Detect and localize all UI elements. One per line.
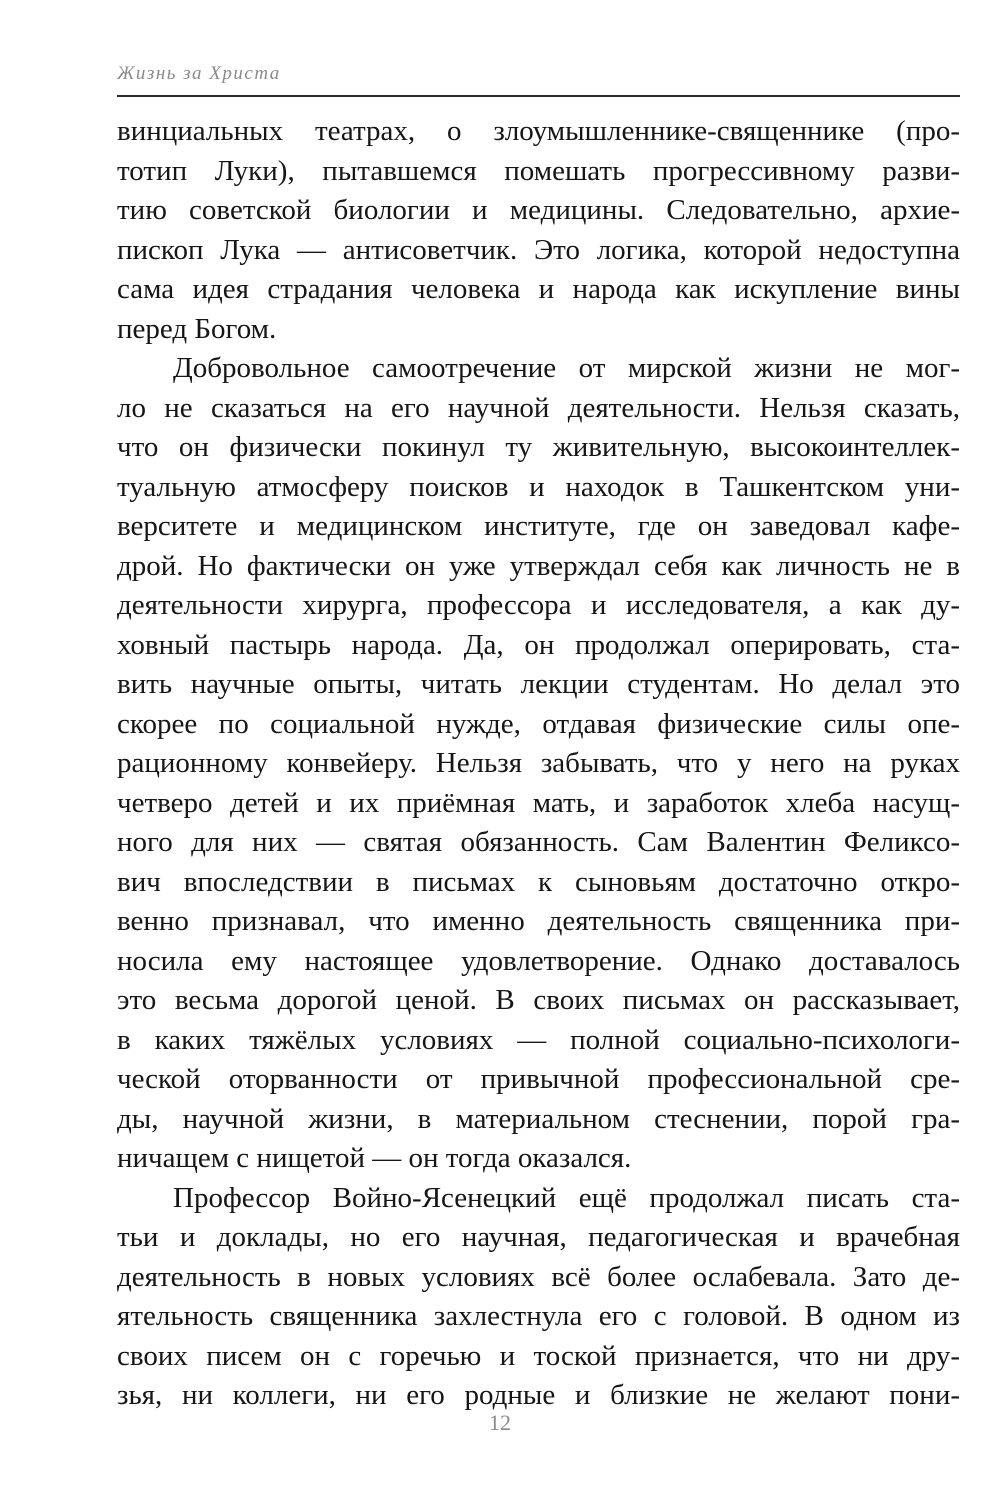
text-line: перед Богом. [117,312,277,345]
text-line: сама идея страдания человека и народа как искупление вины [117,273,960,305]
text-line: ческой оторванности от привычной профессиональной сре- [117,1063,960,1095]
text-line: это весьма дорогой ценой. В своих письмах он рассказывает, [117,984,960,1016]
text-line: пископ Лука — антисоветчик. Это логика, которой недоступна [117,233,960,266]
text-line: Добровольное самоотречение от мирской жизни не мог- [173,352,960,384]
text-line: рационному конвейеру. Нельзя забывать, что у него на руках [117,747,960,779]
text-line: своих писем он с горечью и тоской признается, что ни дру- [117,1339,960,1372]
text-line: верситете и медицинском институте, где он заведовал кафе- [117,510,960,542]
text-line: ничащем с нищетой — он тогда оказался. [117,1142,632,1174]
text-line: что он физически покинул ту живительную, высокоинтеллек- [117,431,960,463]
text-line: дрой. Но фактически он уже утверждал себя как личность не в [117,549,960,582]
text-line: тьи и доклады, но его научная, педагогическая и врачебная [117,1221,960,1253]
text-line: зья, ни коллеги, ни его родные и близкие не желают пони- [117,1379,960,1411]
text-line: венно признавал, что именно деятельность священника при- [117,905,960,937]
text-line: скорее по социальной нужде, отдавая физические силы опе- [117,707,960,740]
text-line: деятельности хирурга, профессора и исследователя, а как ду- [117,589,960,621]
text-line: вич впоследствии в письмах к сыновьям достаточно откро- [117,865,960,898]
text-line: в каких тяжёлых условиях — полной социально-психологи- [117,1023,960,1056]
text-line: вить научные опыты, читать лекции студентам. Но делал это [117,668,960,700]
text-line: носила ему настоящее удовлетворение. Однако доставалось [117,944,960,977]
text-line: тотип Луки), пытавшемся помешать прогрессивному разви- [117,154,960,187]
text-line: ятельность священника захлестнула его с головой. В одном из [117,1300,960,1332]
text-line: винциальных театрах, о злоумышленнике-священнике (про- [117,115,960,147]
body-text [117,112,960,1416]
text-line: деятельность в новых условиях всё более ослабевала. Зато де- [117,1260,960,1293]
text-line: туальную атмосферу поисков и находок в Ташкентском уни- [117,470,960,503]
text-line: ного для них — святая обязанность. Сам Валентин Феликсо- [117,826,960,858]
text-line: Профессор Войно-Ясенецкий ещё продолжал писать ста- [173,1181,960,1214]
text-line: ло не сказаться на его научной деятельности. Нельзя сказать, [117,391,960,424]
header-rule [117,95,960,97]
running-head: Жизнь за Христа [117,63,281,84]
page-number: 12 [489,1410,511,1435]
text-line: ховный пастырь народа. Да, он продолжал оперировать, ста- [117,628,960,661]
text-line: четверо детей и их приёмная мать, и заработок хлеба насущ- [117,786,960,819]
text-line: тию советской биологии и медицины. Следовательно, архие- [117,194,960,226]
text-line: ды, научной жизни, в материальном стеснении, порой гра- [117,1102,960,1135]
